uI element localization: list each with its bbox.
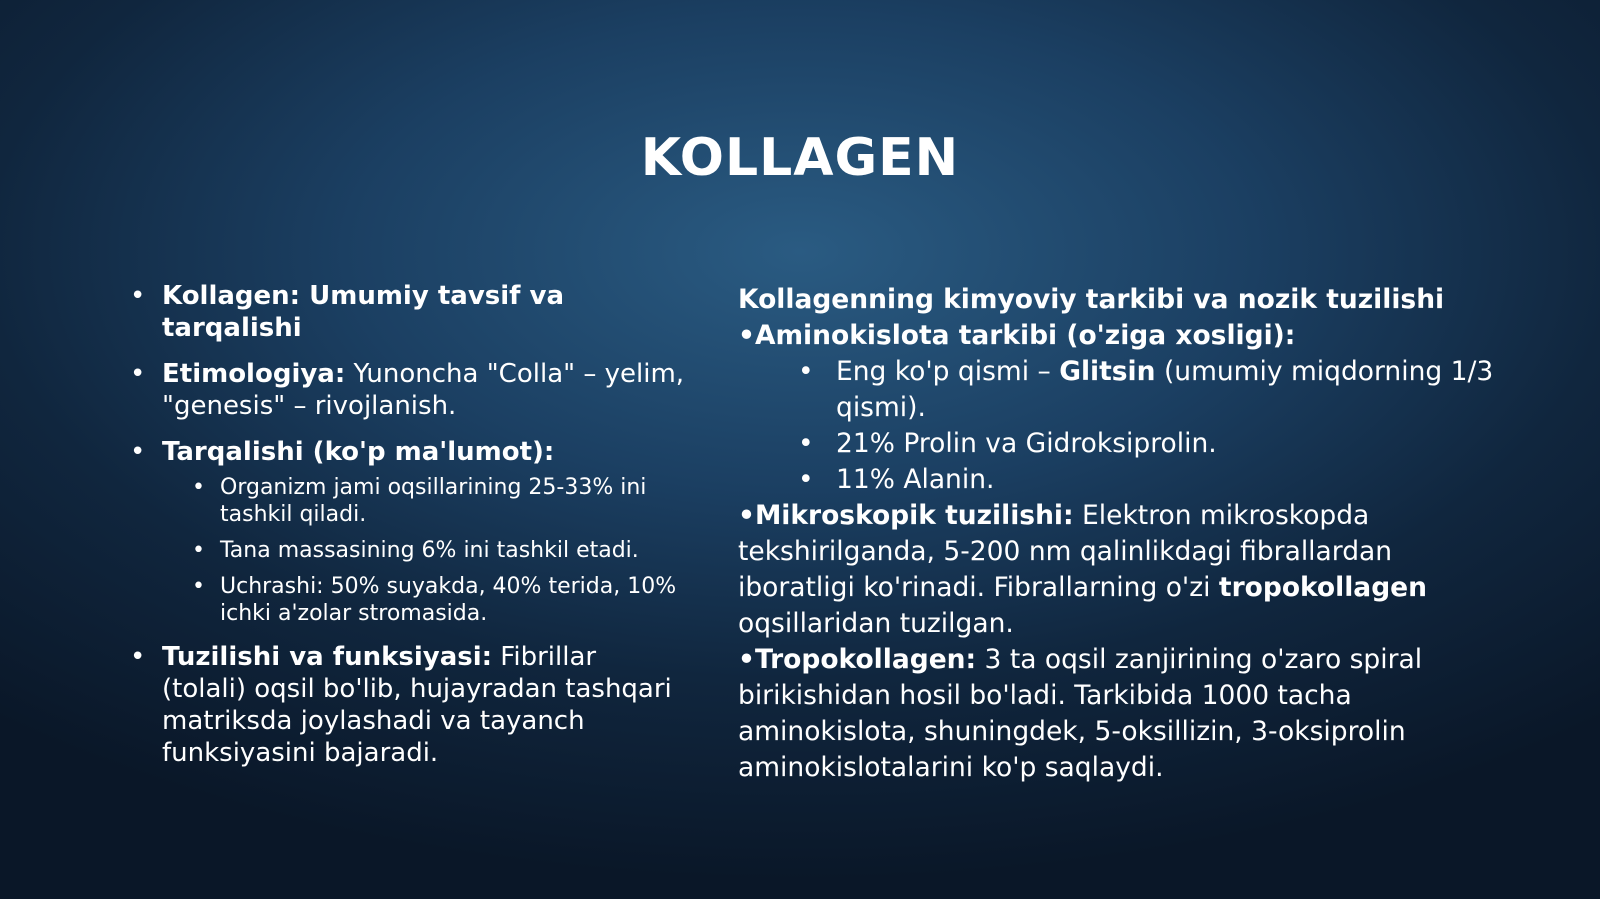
sub-list-item: • Tana massasining 6% ini tashkil etadi. — [192, 537, 685, 564]
item-heading: Etimologiya: — [162, 359, 346, 389]
sub-bullet-list — [162, 474, 685, 627]
amino-heading: •Aminokislota tarkibi (o'ziga xosligi): — [738, 320, 1296, 351]
item-text: Fibrillar (tolali) oqsil bo'lib, hujayradan tashqari matriksda joylashadi va tayanch funksiyasini bajaradi. — [162, 642, 672, 768]
sub-list-item: • Uchrashi: 50% suyakda, 40% terida, 10% ichki a'zolar stromasida. — [192, 573, 685, 627]
sub-list-item: • Organizm jami oqsillarining 25-33% ini tashkil qiladi. — [192, 474, 685, 528]
tropo-paragraph: •Tropokollagen: 3 ta oqsil zanjirining o'zaro spiral birikishidan hosil bo'ladi. Tarkibida 1000 tacha aminokislota, shuningdek, 5-oksillizin, 3-oksiprolin aminokislotalarini ko'p saqlaydi. — [738, 644, 1423, 783]
amino-item: • 11% Alanin. — [738, 462, 1498, 498]
list-item — [130, 436, 685, 627]
micro-paragraph: •Mikroskopik tuzilishi: Elektron mikroskopda tekshirilganda, 5-200 nm qalinlikdagi fibrallardan iboratligi ko'rinadi. Fibrallarning o'zi tropokollagen oqsillaridan tuzilgan. — [738, 500, 1427, 639]
item-heading: Tuzilishi va funksiyasi: — [162, 642, 493, 672]
list-item — [130, 641, 685, 769]
slide-title: KOLLAGEN — [640, 128, 960, 188]
list-item — [130, 280, 685, 344]
section-heading: Kollagenning kimyoviy tarkibi va nozik tuzilishi — [738, 284, 1445, 315]
item-heading: Tarqalishi (ko'p ma'lumot): — [162, 437, 555, 467]
amino-list — [738, 354, 1498, 498]
amino-item: • Eng ko'p qismi – Glitsin (umumiy miqdorning 1/3 qismi). — [738, 354, 1498, 426]
left-column — [130, 280, 685, 783]
amino-item: • 21% Prolin va Gidroksiprolin. — [738, 426, 1498, 462]
item-text: Yunoncha "Colla" – yelim, "genesis" – rivojlanish. — [162, 359, 685, 421]
item-heading: Kollagen: Umumiy tavsif va tarqalishi — [162, 281, 565, 343]
left-bullet-list — [130, 280, 685, 769]
right-column — [738, 282, 1498, 786]
list-item — [130, 358, 685, 422]
